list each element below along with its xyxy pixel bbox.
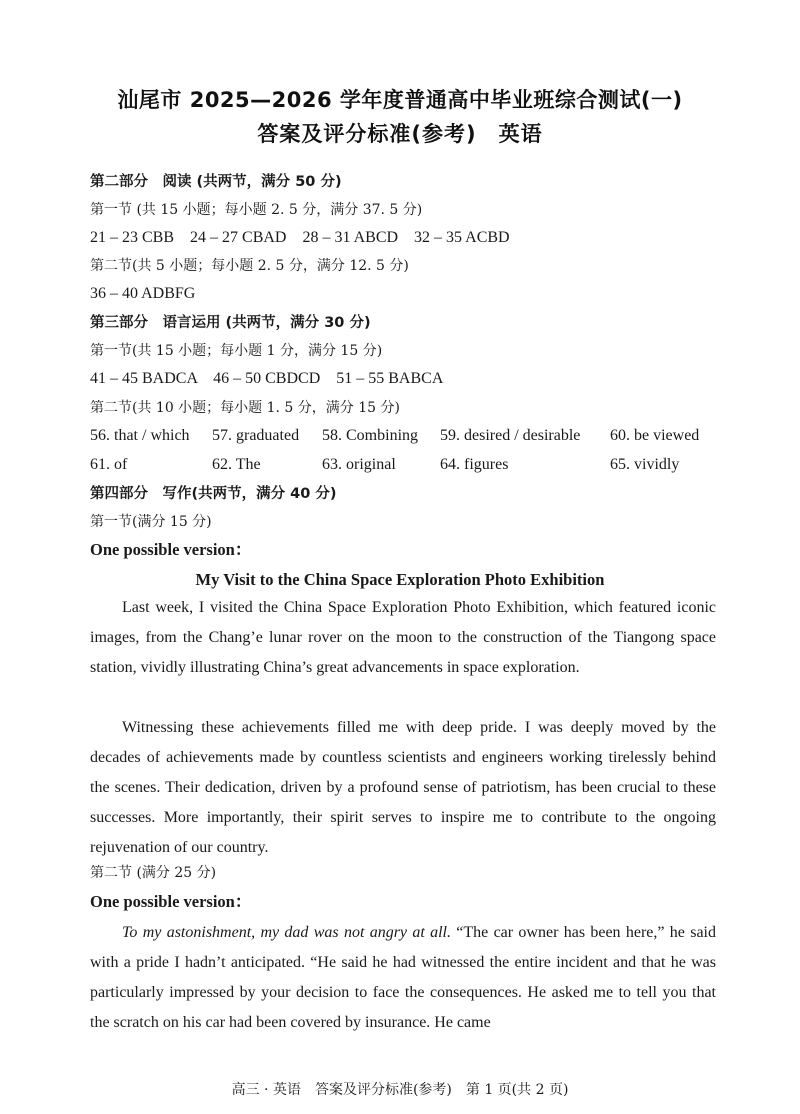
part2-sec1-answers: 21 – 23 CBB 24 – 27 CBAD 28 – 31 ABCD 32 – 35 ACBD [90,229,510,246]
fill-answer: 65. vividly [610,456,680,473]
part2-heading: 第二部分 阅读 (共两节，满分 50 分) [90,174,342,190]
fill-answer: 58. Combining [322,427,419,444]
fill-answer: 59. desired / desirable [440,427,581,444]
part3-heading: 第三部分 语言运用 (共两节，满分 30 分) [90,315,371,331]
possible-version-label: One possible version： [90,892,252,911]
part3-sec2-label: 第二节(共 10 小题；每小题 1. 5 分，满分 15 分) [90,400,400,416]
part4-sec2-label: 第二节 (满分 25 分) [90,865,217,881]
part3-sec1-answers: 41 – 45 BADCA 46 – 50 CBDCD 51 – 55 BABCA [90,370,444,387]
story-lead-sentence: To my astonishment, my dad was not angry at all. [122,924,451,941]
fill-answer: 64. figures [440,456,509,473]
fill-answer: 62. The [212,456,261,473]
document-title: 汕尾市 2025—2026 学年度普通高中毕业班综合测试(一) [117,88,683,112]
part2-sec2-label: 第二节(共 5 小题；每小题 2. 5 分，满分 12. 5 分) [90,258,409,274]
story-continuation: To my astonishment, my dad was not angry at all. “The car owner has been here,” he said with a pride I hadn’t anticipated. “He said he had witnessed the entire incident and that he was particularly impressed by your decision to face the consequences. He asked me to tell you that the scratch on his car had been covered by insurance. He came [90,924,716,1031]
essay-title: My Visit to the China Space Exploration Photo Exhibition [195,570,605,589]
possible-version-label: One possible version： [90,540,252,559]
fill-answer: 61. of [90,456,128,473]
part3-sec1-label: 第一节(共 15 小题；每小题 1 分，满分 15 分) [90,343,383,359]
fill-answer: 60. be viewed [610,427,700,444]
part2-sec2-answers: 36 – 40 ADBFG [90,285,196,302]
part2-sec1-label: 第一节 (共 15 小题；每小题 2. 5 分，满分 37. 5 分) [90,202,423,218]
essay-paragraph: Last week, I visited the China Space Exploration Photo Exhibition, which featured iconic images, from the Chang’e lunar rover on the moon to the construction of the Tiangong space station, vividly illustrating China’s great advancements in space exploration. [90,599,716,676]
fill-answer: 56. that / which [90,427,190,444]
page-footer: 高三 · 英语 答案及评分标准(参考) 第 1 页(共 2 页) [231,1082,569,1098]
part4-sec1-label: 第一节(满分 15 分) [90,514,212,530]
document-subtitle: 答案及评分标准(参考) 英语 [257,122,543,146]
essay-paragraph: Witnessing these achievements filled me with deep pride. I was deeply moved by the decades of achievements made by countless scientists and engineers working tirelessly behind the scenes. Their dedication, driven by a profound sense of patriotism, has been crucial to these successes. More importantly, their spirit serves to inspire me to contribute to the ongoing rejuvenation of our country. [90,719,716,856]
fill-answer: 57. graduated [212,427,300,444]
fill-answer: 63. original [322,456,396,473]
part4-heading: 第四部分 写作(共两节，满分 40 分) [90,486,337,502]
